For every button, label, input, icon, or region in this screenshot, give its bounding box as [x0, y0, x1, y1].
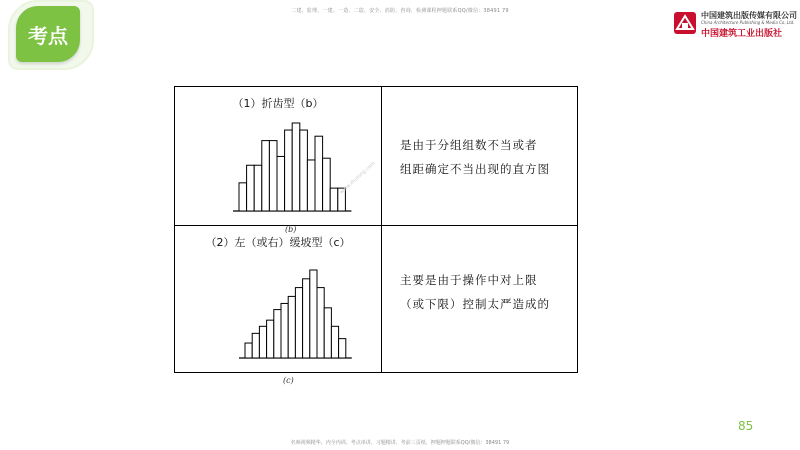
histogram-bar	[254, 165, 262, 211]
publisher-name-en: China Architecture Publishing & Media Co.,Ltd.	[701, 20, 795, 25]
histogram-bar	[295, 288, 302, 358]
histogram-bar	[324, 308, 331, 358]
histogram-bar	[292, 123, 300, 211]
histogram-bar	[259, 326, 266, 358]
table-row	[175, 87, 578, 226]
histogram-bar	[330, 188, 338, 211]
badge-label: 考点	[28, 23, 68, 48]
publisher-emblem-icon	[673, 11, 697, 35]
histogram-bar	[317, 288, 324, 358]
histogram-c	[175, 226, 381, 372]
page-number: 85	[738, 419, 754, 433]
description-cell-c	[382, 226, 578, 373]
figure-title-c: （2）左（或右）缓坡型（c）	[205, 236, 351, 249]
top-note: 二建、监理、一建、一造、二造、安全、消防、咨询、检测课程押题联系QQ/微信：38491 79	[291, 8, 509, 14]
histogram-bar	[252, 333, 259, 358]
histogram-bar	[281, 303, 288, 358]
histogram-bar	[307, 160, 315, 211]
histogram-bar	[277, 156, 285, 211]
bottom-note: 名师视频精华、内全内训、考点串讲、习题精讲、考前三页纸、押题押题联系QQ/微信：38491 79	[290, 440, 510, 446]
histogram-bar	[239, 183, 247, 211]
figure-cell-c	[175, 226, 382, 385]
histogram-types-table	[174, 86, 578, 385]
histogram-bar	[331, 326, 338, 358]
figure-caption-c: (c)	[283, 376, 294, 385]
figure-cell-b	[175, 87, 382, 234]
histogram-bar	[315, 136, 323, 211]
histogram-bar	[339, 339, 346, 358]
description-line: 主要是由于操作中对上限	[400, 273, 538, 287]
description-b	[400, 133, 550, 181]
histogram-bar	[303, 279, 310, 358]
description-cell-b	[382, 87, 578, 226]
histogram-bar	[245, 343, 252, 358]
histogram-bar	[274, 310, 281, 358]
publisher-logo	[673, 8, 795, 44]
histogram-bar	[310, 270, 317, 358]
description-line: 组距确定不当出现的直方图	[400, 162, 550, 176]
figure-title-b: （1）折齿型（b）	[232, 97, 324, 110]
histogram-bar	[300, 130, 308, 211]
publisher-name-cn: 中国建筑出版传媒有限公司	[701, 11, 797, 20]
histogram-bar	[285, 130, 293, 211]
table-row	[175, 226, 578, 373]
figure-caption-b: (b)	[285, 225, 297, 234]
histogram-bar	[288, 296, 295, 358]
description-line: 是由于分组组数不当或者	[400, 138, 538, 152]
description-line: （或下限）控制太严造成的	[400, 297, 550, 311]
histogram-bar	[247, 165, 255, 211]
histogram-bar	[323, 158, 331, 211]
publisher-name-calligraphy: 中国建筑工业出版社	[701, 29, 783, 39]
histogram-bar	[269, 141, 277, 211]
section-badge	[16, 6, 80, 62]
histogram-bar	[267, 320, 274, 358]
description-c	[400, 268, 550, 316]
histogram-bar	[262, 141, 270, 211]
watermark-b: www.zhulong.com	[338, 160, 377, 196]
histogram-b	[175, 87, 381, 225]
